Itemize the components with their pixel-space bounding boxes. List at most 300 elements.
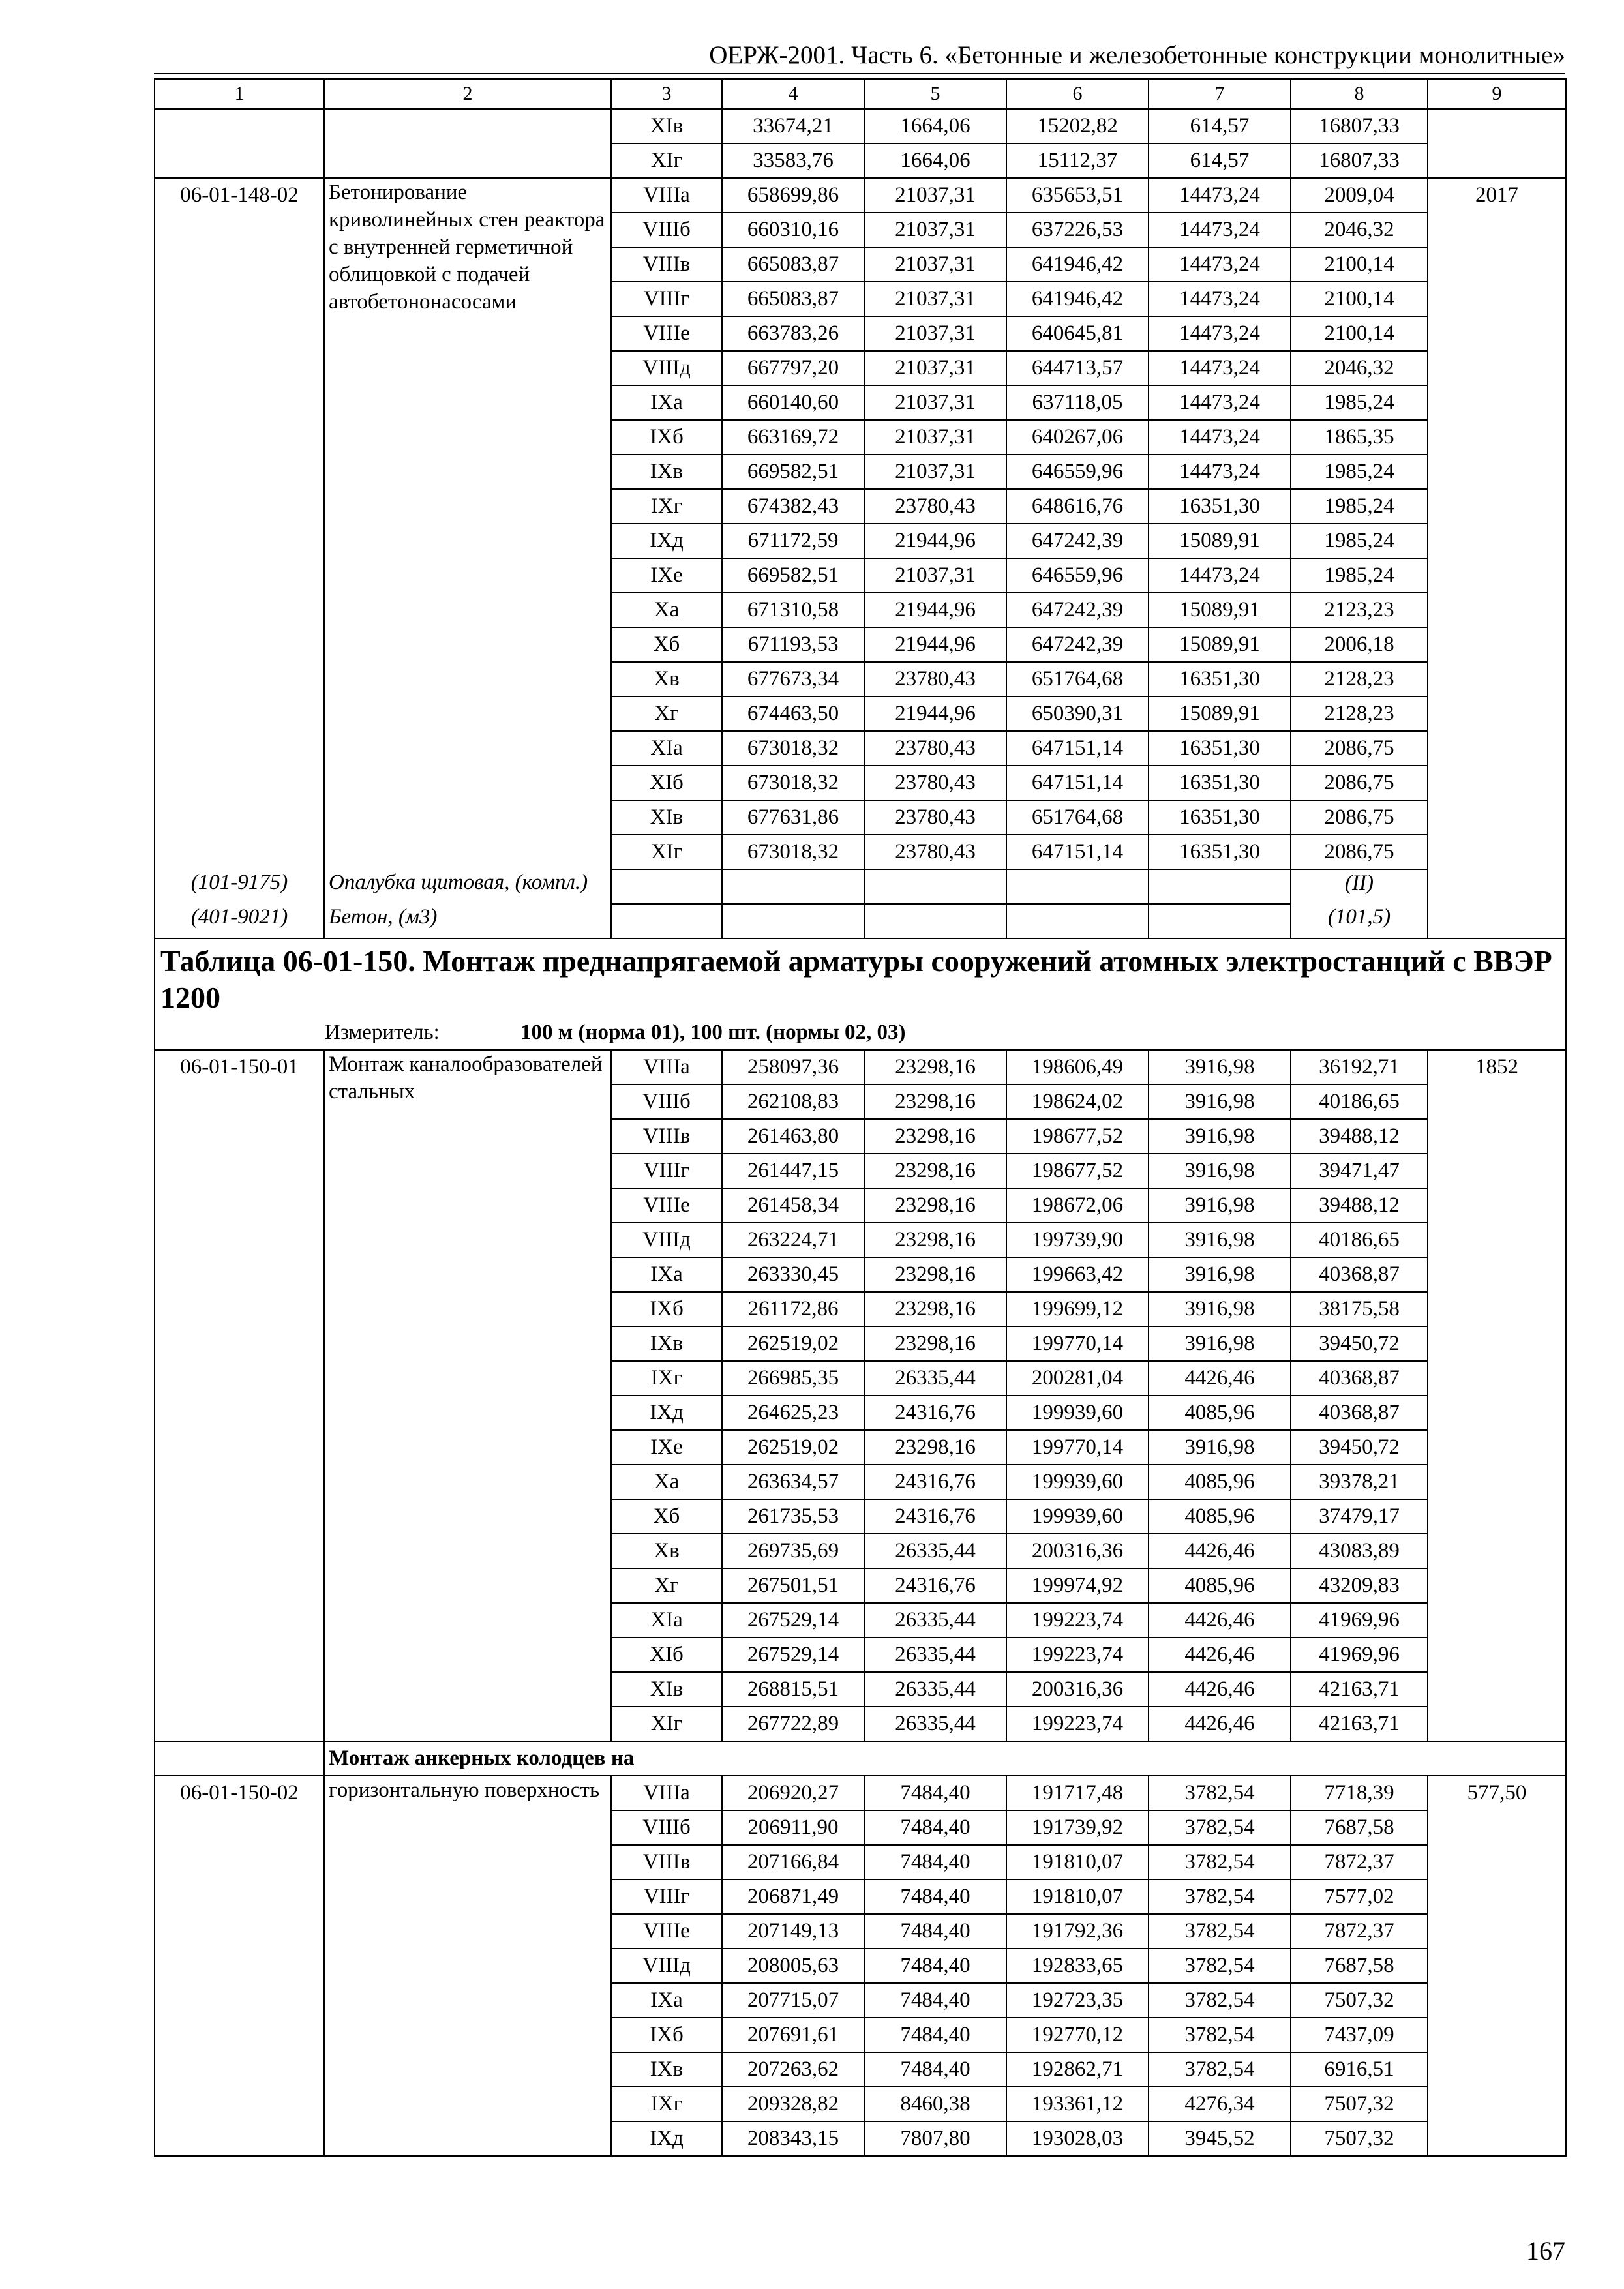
value-cell: 263330,45 <box>722 1257 864 1292</box>
zone-cell: IXв <box>611 455 722 489</box>
value-cell: 7687,58 <box>1291 1810 1428 1845</box>
material-code: (101-9175) <box>155 869 324 904</box>
empty-cell <box>611 869 722 904</box>
value-cell: 3916,98 <box>1149 1257 1291 1292</box>
value-cell: 637226,53 <box>1006 213 1149 247</box>
value-cell: 199939,60 <box>1006 1499 1149 1534</box>
empty-cell <box>864 904 1006 938</box>
empty-cell <box>1428 869 1566 904</box>
zone-cell: VIIIв <box>611 1119 722 1154</box>
value-cell: 8460,38 <box>864 2087 1006 2121</box>
name-cell <box>324 109 611 178</box>
zone-cell: XIа <box>611 1603 722 1638</box>
value-cell: 3916,98 <box>1149 1050 1291 1085</box>
subheading-row <box>155 1741 1566 1776</box>
empty-cell <box>611 904 722 938</box>
value-cell: 7437,09 <box>1291 2018 1428 2052</box>
value-cell: 14473,24 <box>1149 385 1291 420</box>
value-cell: 40186,65 <box>1291 1085 1428 1119</box>
value-cell: 7484,40 <box>864 1810 1006 1845</box>
zone-cell: VIIIе <box>611 1188 722 1223</box>
value-cell: 267501,51 <box>722 1568 864 1603</box>
value-cell: 3916,98 <box>1149 1119 1291 1154</box>
value-cell: 7807,80 <box>864 2121 1006 2156</box>
value-cell: 21037,31 <box>864 420 1006 455</box>
zone-cell: IXб <box>611 420 722 455</box>
empty-cell <box>1149 904 1291 938</box>
value-cell: 1985,24 <box>1291 558 1428 593</box>
value-cell: 1664,06 <box>864 109 1006 143</box>
zone-cell: VIIIд <box>611 1223 722 1257</box>
value-cell: 33583,76 <box>722 143 864 178</box>
value-cell: 14473,24 <box>1149 282 1291 316</box>
measure <box>155 1016 1566 1050</box>
value-cell: 14473,24 <box>1149 178 1291 213</box>
value-cell: 640267,06 <box>1006 420 1149 455</box>
value-cell: 15089,91 <box>1149 696 1291 731</box>
table-row <box>155 1050 1566 1085</box>
value-cell: 7872,37 <box>1291 1845 1428 1879</box>
value-cell: 650390,31 <box>1006 696 1149 731</box>
value-cell: 199699,12 <box>1006 1292 1149 1326</box>
value-cell: 192770,12 <box>1006 2018 1149 2052</box>
value-cell: 7484,40 <box>864 1879 1006 1914</box>
value-cell: 663169,72 <box>722 420 864 455</box>
value-cell: 39378,21 <box>1291 1465 1428 1499</box>
value-cell: 647242,39 <box>1006 627 1149 662</box>
value-cell: 263224,71 <box>722 1223 864 1257</box>
value-cell: 206871,49 <box>722 1879 864 1914</box>
zone-cell: VIIIд <box>611 1949 722 1983</box>
value-cell: 3782,54 <box>1149 1983 1291 2018</box>
value-cell: 191810,07 <box>1006 1879 1149 1914</box>
value-cell: 4085,96 <box>1149 1465 1291 1499</box>
value-cell: 3782,54 <box>1149 2052 1291 2087</box>
value-cell: 23298,16 <box>864 1223 1006 1257</box>
value-cell: 16351,30 <box>1149 662 1291 696</box>
zone-cell: XIв <box>611 109 722 143</box>
value-cell: 648616,76 <box>1006 489 1149 524</box>
value-cell: 671193,53 <box>722 627 864 662</box>
measure-label: Измеритель: <box>325 1021 440 1044</box>
value-cell: 262519,02 <box>722 1326 864 1361</box>
zone-cell: VIIIа <box>611 1050 722 1085</box>
zone-cell: VIIIа <box>611 1776 722 1810</box>
value-cell: 199939,60 <box>1006 1465 1149 1499</box>
value-cell: 1664,06 <box>864 143 1006 178</box>
value-cell: 200316,36 <box>1006 1672 1149 1707</box>
value-cell: 192833,65 <box>1006 1949 1149 1983</box>
value-cell: 23298,16 <box>864 1085 1006 1119</box>
zone-cell: VIIIа <box>611 178 722 213</box>
value-cell: 7484,40 <box>864 1845 1006 1879</box>
value-cell: 24316,76 <box>864 1396 1006 1430</box>
zone-cell: XIг <box>611 1707 722 1741</box>
value-cell: 21037,31 <box>864 316 1006 351</box>
value-cell: 4276,34 <box>1149 2087 1291 2121</box>
value-cell: 4085,96 <box>1149 1396 1291 1430</box>
value-cell: 7484,40 <box>864 1949 1006 1983</box>
zone-cell: VIIIб <box>611 213 722 247</box>
value-cell: 665083,87 <box>722 282 864 316</box>
value-cell: 21037,31 <box>864 558 1006 593</box>
zone-cell: Xа <box>611 593 722 627</box>
value-cell: 14473,24 <box>1149 316 1291 351</box>
value-cell: 15202,82 <box>1006 109 1149 143</box>
value-cell: 1985,24 <box>1291 455 1428 489</box>
material-name: Бетон, (м3) <box>324 904 611 938</box>
value-cell: 16351,30 <box>1149 731 1291 766</box>
value-cell: 16807,33 <box>1291 109 1428 143</box>
value-cell: 651764,68 <box>1006 800 1149 835</box>
value-cell: 199739,90 <box>1006 1223 1149 1257</box>
value-cell: 199223,74 <box>1006 1707 1149 1741</box>
norm-name: Бетонирование криволинейных стен реактора с внутренней герметичной облицовкой с подачей автобетононасосами <box>324 178 611 869</box>
value-cell: 635653,51 <box>1006 178 1149 213</box>
value-cell: 658699,86 <box>722 178 864 213</box>
value-cell: 667797,20 <box>722 351 864 385</box>
value-cell: 269735,69 <box>722 1534 864 1568</box>
value-cell: 674382,43 <box>722 489 864 524</box>
value-cell: 660140,60 <box>722 385 864 420</box>
zone-cell: VIIIб <box>611 1810 722 1845</box>
zone-cell: IXа <box>611 385 722 420</box>
value-cell: 7484,40 <box>864 2018 1006 2052</box>
value-cell: 7507,32 <box>1291 2087 1428 2121</box>
zone-cell: XIа <box>611 731 722 766</box>
value-cell: 4426,46 <box>1149 1672 1291 1707</box>
norm-code: 06-01-150-01 <box>155 1050 324 1741</box>
value-cell: 41969,96 <box>1291 1638 1428 1672</box>
value-cell: 2086,75 <box>1291 800 1428 835</box>
value-cell: 2086,75 <box>1291 731 1428 766</box>
value-cell: 647151,14 <box>1006 766 1149 800</box>
value-cell: 23298,16 <box>864 1188 1006 1223</box>
material-row <box>155 904 1566 938</box>
value-cell: 2046,32 <box>1291 351 1428 385</box>
value-cell: 1865,35 <box>1291 420 1428 455</box>
value-cell: 39488,12 <box>1291 1119 1428 1154</box>
value-cell: 199663,42 <box>1006 1257 1149 1292</box>
value-cell: 23780,43 <box>864 731 1006 766</box>
value-cell: 43083,89 <box>1291 1534 1428 1568</box>
empty-cell <box>1428 904 1566 938</box>
measure-row <box>155 1016 1566 1050</box>
value-cell: 39488,12 <box>1291 1188 1428 1223</box>
zone-cell: VIIIг <box>611 1154 722 1188</box>
value-cell: 14473,24 <box>1149 420 1291 455</box>
zone-cell: IXв <box>611 1326 722 1361</box>
value-cell: 208343,15 <box>722 2121 864 2156</box>
material-code: (401-9021) <box>155 904 324 938</box>
value-cell: 1985,24 <box>1291 385 1428 420</box>
value-cell: 3945,52 <box>1149 2121 1291 2156</box>
value-cell: 21944,96 <box>864 696 1006 731</box>
value-cell: 261447,15 <box>722 1154 864 1188</box>
value-cell: 3916,98 <box>1149 1188 1291 1223</box>
value-cell: 39471,47 <box>1291 1154 1428 1188</box>
value-cell: 646559,96 <box>1006 455 1149 489</box>
value-cell: 199939,60 <box>1006 1396 1149 1430</box>
value-cell: 16351,30 <box>1149 835 1291 869</box>
value-cell: 637118,05 <box>1006 385 1149 420</box>
value-cell: 191717,48 <box>1006 1776 1149 1810</box>
value-cell: 15089,91 <box>1149 524 1291 558</box>
value-cell: 42163,71 <box>1291 1707 1428 1741</box>
value-cell: 1985,24 <box>1291 524 1428 558</box>
value-cell: 646559,96 <box>1006 558 1149 593</box>
value-cell: 199223,74 <box>1006 1603 1149 1638</box>
value-cell: 209328,82 <box>722 2087 864 2121</box>
value-cell: 2100,14 <box>1291 282 1428 316</box>
value-cell: 21037,31 <box>864 385 1006 420</box>
value-cell: 36192,71 <box>1291 1050 1428 1085</box>
value-cell: 3782,54 <box>1149 1879 1291 1914</box>
norm-code: 06-01-148-02 <box>155 178 324 869</box>
column-number: 8 <box>1291 79 1428 109</box>
value-cell: 7484,40 <box>864 2052 1006 2087</box>
column-number: 7 <box>1149 79 1291 109</box>
empty-cell <box>1006 904 1149 938</box>
table-title-row <box>155 938 1566 1016</box>
value-cell: 3782,54 <box>1149 1914 1291 1949</box>
value-cell: 23780,43 <box>864 662 1006 696</box>
value-cell: 261735,53 <box>722 1499 864 1534</box>
value-cell: 26335,44 <box>864 1361 1006 1396</box>
value-cell: 21037,31 <box>864 213 1006 247</box>
col9-value: 1852 <box>1428 1050 1566 1741</box>
norms-table <box>154 78 1567 2157</box>
value-cell: 2086,75 <box>1291 835 1428 869</box>
value-cell: 7484,40 <box>864 1983 1006 2018</box>
zone-cell: VIIIб <box>611 1085 722 1119</box>
zone-cell: Xв <box>611 1534 722 1568</box>
value-cell: 199223,74 <box>1006 1638 1149 1672</box>
value-cell: 673018,32 <box>722 835 864 869</box>
table-row <box>155 178 1566 213</box>
table-row <box>155 1776 1566 1810</box>
page-header: ОЕРЖ-2001. Часть 6. «Бетонные и железобетонные конструкции монолитные» <box>154 38 1565 74</box>
value-cell: 26335,44 <box>864 1672 1006 1707</box>
value-cell: 258097,36 <box>722 1050 864 1085</box>
value-cell: 651764,68 <box>1006 662 1149 696</box>
zone-cell: XIв <box>611 1672 722 1707</box>
zone-cell: XIб <box>611 766 722 800</box>
value-cell: 23298,16 <box>864 1430 1006 1465</box>
value-cell: 24316,76 <box>864 1465 1006 1499</box>
empty-cell <box>864 869 1006 904</box>
value-cell: 21037,31 <box>864 247 1006 282</box>
value-cell: 2100,14 <box>1291 247 1428 282</box>
value-cell: 7687,58 <box>1291 1949 1428 1983</box>
col9-value: 2017 <box>1428 178 1566 869</box>
norm-code: 06-01-150-02 <box>155 1776 324 2156</box>
value-cell: 263634,57 <box>722 1465 864 1499</box>
value-cell: 24316,76 <box>864 1568 1006 1603</box>
value-cell: 192862,71 <box>1006 2052 1149 2087</box>
value-cell: 191739,92 <box>1006 1810 1149 1845</box>
value-cell: 647151,14 <box>1006 835 1149 869</box>
value-cell: 673018,32 <box>722 731 864 766</box>
value-cell: 207149,13 <box>722 1914 864 1949</box>
value-cell: 43209,83 <box>1291 1568 1428 1603</box>
value-cell: 14473,24 <box>1149 351 1291 385</box>
measure-value: 100 м (норма 01), 100 шт. (нормы 02, 03) <box>520 1021 906 1044</box>
zone-cell: VIIIв <box>611 247 722 282</box>
column-number: 3 <box>611 79 722 109</box>
zone-cell: IXб <box>611 2018 722 2052</box>
value-cell: 40368,87 <box>1291 1361 1428 1396</box>
material-row <box>155 869 1566 904</box>
value-cell: 21944,96 <box>864 627 1006 662</box>
value-cell: 200281,04 <box>1006 1361 1149 1396</box>
zone-cell: VIIIг <box>611 282 722 316</box>
value-cell: 2009,04 <box>1291 178 1428 213</box>
zone-cell: VIIIе <box>611 316 722 351</box>
value-cell: 39450,72 <box>1291 1430 1428 1465</box>
value-cell: 198672,06 <box>1006 1188 1149 1223</box>
material-name: Опалубка щитовая, (компл.) <box>324 869 611 904</box>
value-cell: 16351,30 <box>1149 766 1291 800</box>
empty-cell <box>722 869 864 904</box>
value-cell: 193361,12 <box>1006 2087 1149 2121</box>
zone-cell: IXд <box>611 2121 722 2156</box>
code-cell <box>155 109 324 178</box>
table-row <box>155 109 1566 143</box>
value-cell: 7718,39 <box>1291 1776 1428 1810</box>
value-cell: 641946,42 <box>1006 247 1149 282</box>
column-number: 6 <box>1006 79 1149 109</box>
value-cell: 7484,40 <box>864 1776 1006 1810</box>
value-cell: 3916,98 <box>1149 1326 1291 1361</box>
value-cell: 266985,35 <box>722 1361 864 1396</box>
value-cell: 669582,51 <box>722 455 864 489</box>
value-cell: 647242,39 <box>1006 524 1149 558</box>
value-cell: 2128,23 <box>1291 696 1428 731</box>
zone-cell: XIб <box>611 1638 722 1672</box>
value-cell: 3782,54 <box>1149 1949 1291 1983</box>
value-cell: 14473,24 <box>1149 247 1291 282</box>
material-qty: (101,5) <box>1291 904 1428 938</box>
value-cell: 207715,07 <box>722 1983 864 2018</box>
value-cell: 199770,14 <box>1006 1430 1149 1465</box>
value-cell: 669582,51 <box>722 558 864 593</box>
value-cell: 660310,16 <box>722 213 864 247</box>
value-cell: 647151,14 <box>1006 731 1149 766</box>
zone-cell: IXв <box>611 2052 722 2087</box>
value-cell: 21037,31 <box>864 178 1006 213</box>
empty-cell <box>1006 869 1149 904</box>
column-number: 1 <box>155 79 324 109</box>
value-cell: 268815,51 <box>722 1672 864 1707</box>
value-cell: 198677,52 <box>1006 1154 1149 1188</box>
value-cell: 206920,27 <box>722 1776 864 1810</box>
value-cell: 192723,35 <box>1006 1983 1149 2018</box>
value-cell: 4426,46 <box>1149 1603 1291 1638</box>
value-cell: 3782,54 <box>1149 1776 1291 1810</box>
value-cell: 191810,07 <box>1006 1845 1149 1879</box>
value-cell: 7577,02 <box>1291 1879 1428 1914</box>
value-cell: 267529,14 <box>722 1638 864 1672</box>
value-cell: 4426,46 <box>1149 1638 1291 1672</box>
value-cell: 663783,26 <box>722 316 864 351</box>
value-cell: 24316,76 <box>864 1499 1006 1534</box>
value-cell: 26335,44 <box>864 1638 1006 1672</box>
value-cell: 3782,54 <box>1149 1845 1291 1879</box>
zone-cell: VIIIе <box>611 1914 722 1949</box>
value-cell: 26335,44 <box>864 1707 1006 1741</box>
value-cell: 4426,46 <box>1149 1707 1291 1741</box>
zone-cell: IXг <box>611 2087 722 2121</box>
col9-value: 577,50 <box>1428 1776 1566 2156</box>
value-cell: 3916,98 <box>1149 1085 1291 1119</box>
value-cell: 15089,91 <box>1149 593 1291 627</box>
zone-cell: Xв <box>611 662 722 696</box>
norm-name: горизонтальную поверхность <box>324 1776 611 2156</box>
value-cell: 198624,02 <box>1006 1085 1149 1119</box>
value-cell: 23298,16 <box>864 1326 1006 1361</box>
value-cell: 673018,32 <box>722 766 864 800</box>
zone-cell: IXе <box>611 1430 722 1465</box>
value-cell: 15112,37 <box>1006 143 1149 178</box>
empty-cell <box>1149 869 1291 904</box>
value-cell: 21944,96 <box>864 524 1006 558</box>
value-cell: 264625,23 <box>722 1396 864 1430</box>
value-cell: 16807,33 <box>1291 143 1428 178</box>
value-cell: 261463,80 <box>722 1119 864 1154</box>
value-cell: 193028,03 <box>1006 2121 1149 2156</box>
value-cell: 14473,24 <box>1149 455 1291 489</box>
zone-cell: XIг <box>611 143 722 178</box>
value-cell: 3916,98 <box>1149 1430 1291 1465</box>
value-cell: 40186,65 <box>1291 1223 1428 1257</box>
value-cell: 647242,39 <box>1006 593 1149 627</box>
value-cell: 2006,18 <box>1291 627 1428 662</box>
value-cell: 198677,52 <box>1006 1119 1149 1154</box>
zone-cell: VIIIг <box>611 1879 722 1914</box>
value-cell: 7507,32 <box>1291 1983 1428 2018</box>
value-cell: 614,57 <box>1149 143 1291 178</box>
value-cell: 2128,23 <box>1291 662 1428 696</box>
zone-cell: IXа <box>611 1257 722 1292</box>
value-cell: 21037,31 <box>864 455 1006 489</box>
value-cell: 207691,61 <box>722 2018 864 2052</box>
zone-cell: XIв <box>611 800 722 835</box>
column-number-row <box>155 79 1566 109</box>
zone-cell: Xб <box>611 1499 722 1534</box>
col9-cell <box>1428 109 1566 178</box>
value-cell: 14473,24 <box>1149 213 1291 247</box>
value-cell: 207166,84 <box>722 1845 864 1879</box>
column-number: 2 <box>324 79 611 109</box>
value-cell: 2046,32 <box>1291 213 1428 247</box>
value-cell: 262108,83 <box>722 1085 864 1119</box>
value-cell: 614,57 <box>1149 109 1291 143</box>
zone-cell: IXа <box>611 1983 722 2018</box>
value-cell: 39450,72 <box>1291 1326 1428 1361</box>
value-cell: 199974,92 <box>1006 1568 1149 1603</box>
zone-cell: IXб <box>611 1292 722 1326</box>
zone-cell: Xг <box>611 696 722 731</box>
empty-cell <box>722 904 864 938</box>
value-cell: 4426,46 <box>1149 1534 1291 1568</box>
table-title: Таблица 06-01-150. Монтаж преднапрягаемой арматуры сооружений атомных электростанций с ВВЭР 1200 <box>155 938 1566 1016</box>
value-cell: 644713,57 <box>1006 351 1149 385</box>
zone-cell: IXд <box>611 1396 722 1430</box>
value-cell: 262519,02 <box>722 1430 864 1465</box>
zone-cell: Xг <box>611 1568 722 1603</box>
value-cell: 3782,54 <box>1149 1810 1291 1845</box>
